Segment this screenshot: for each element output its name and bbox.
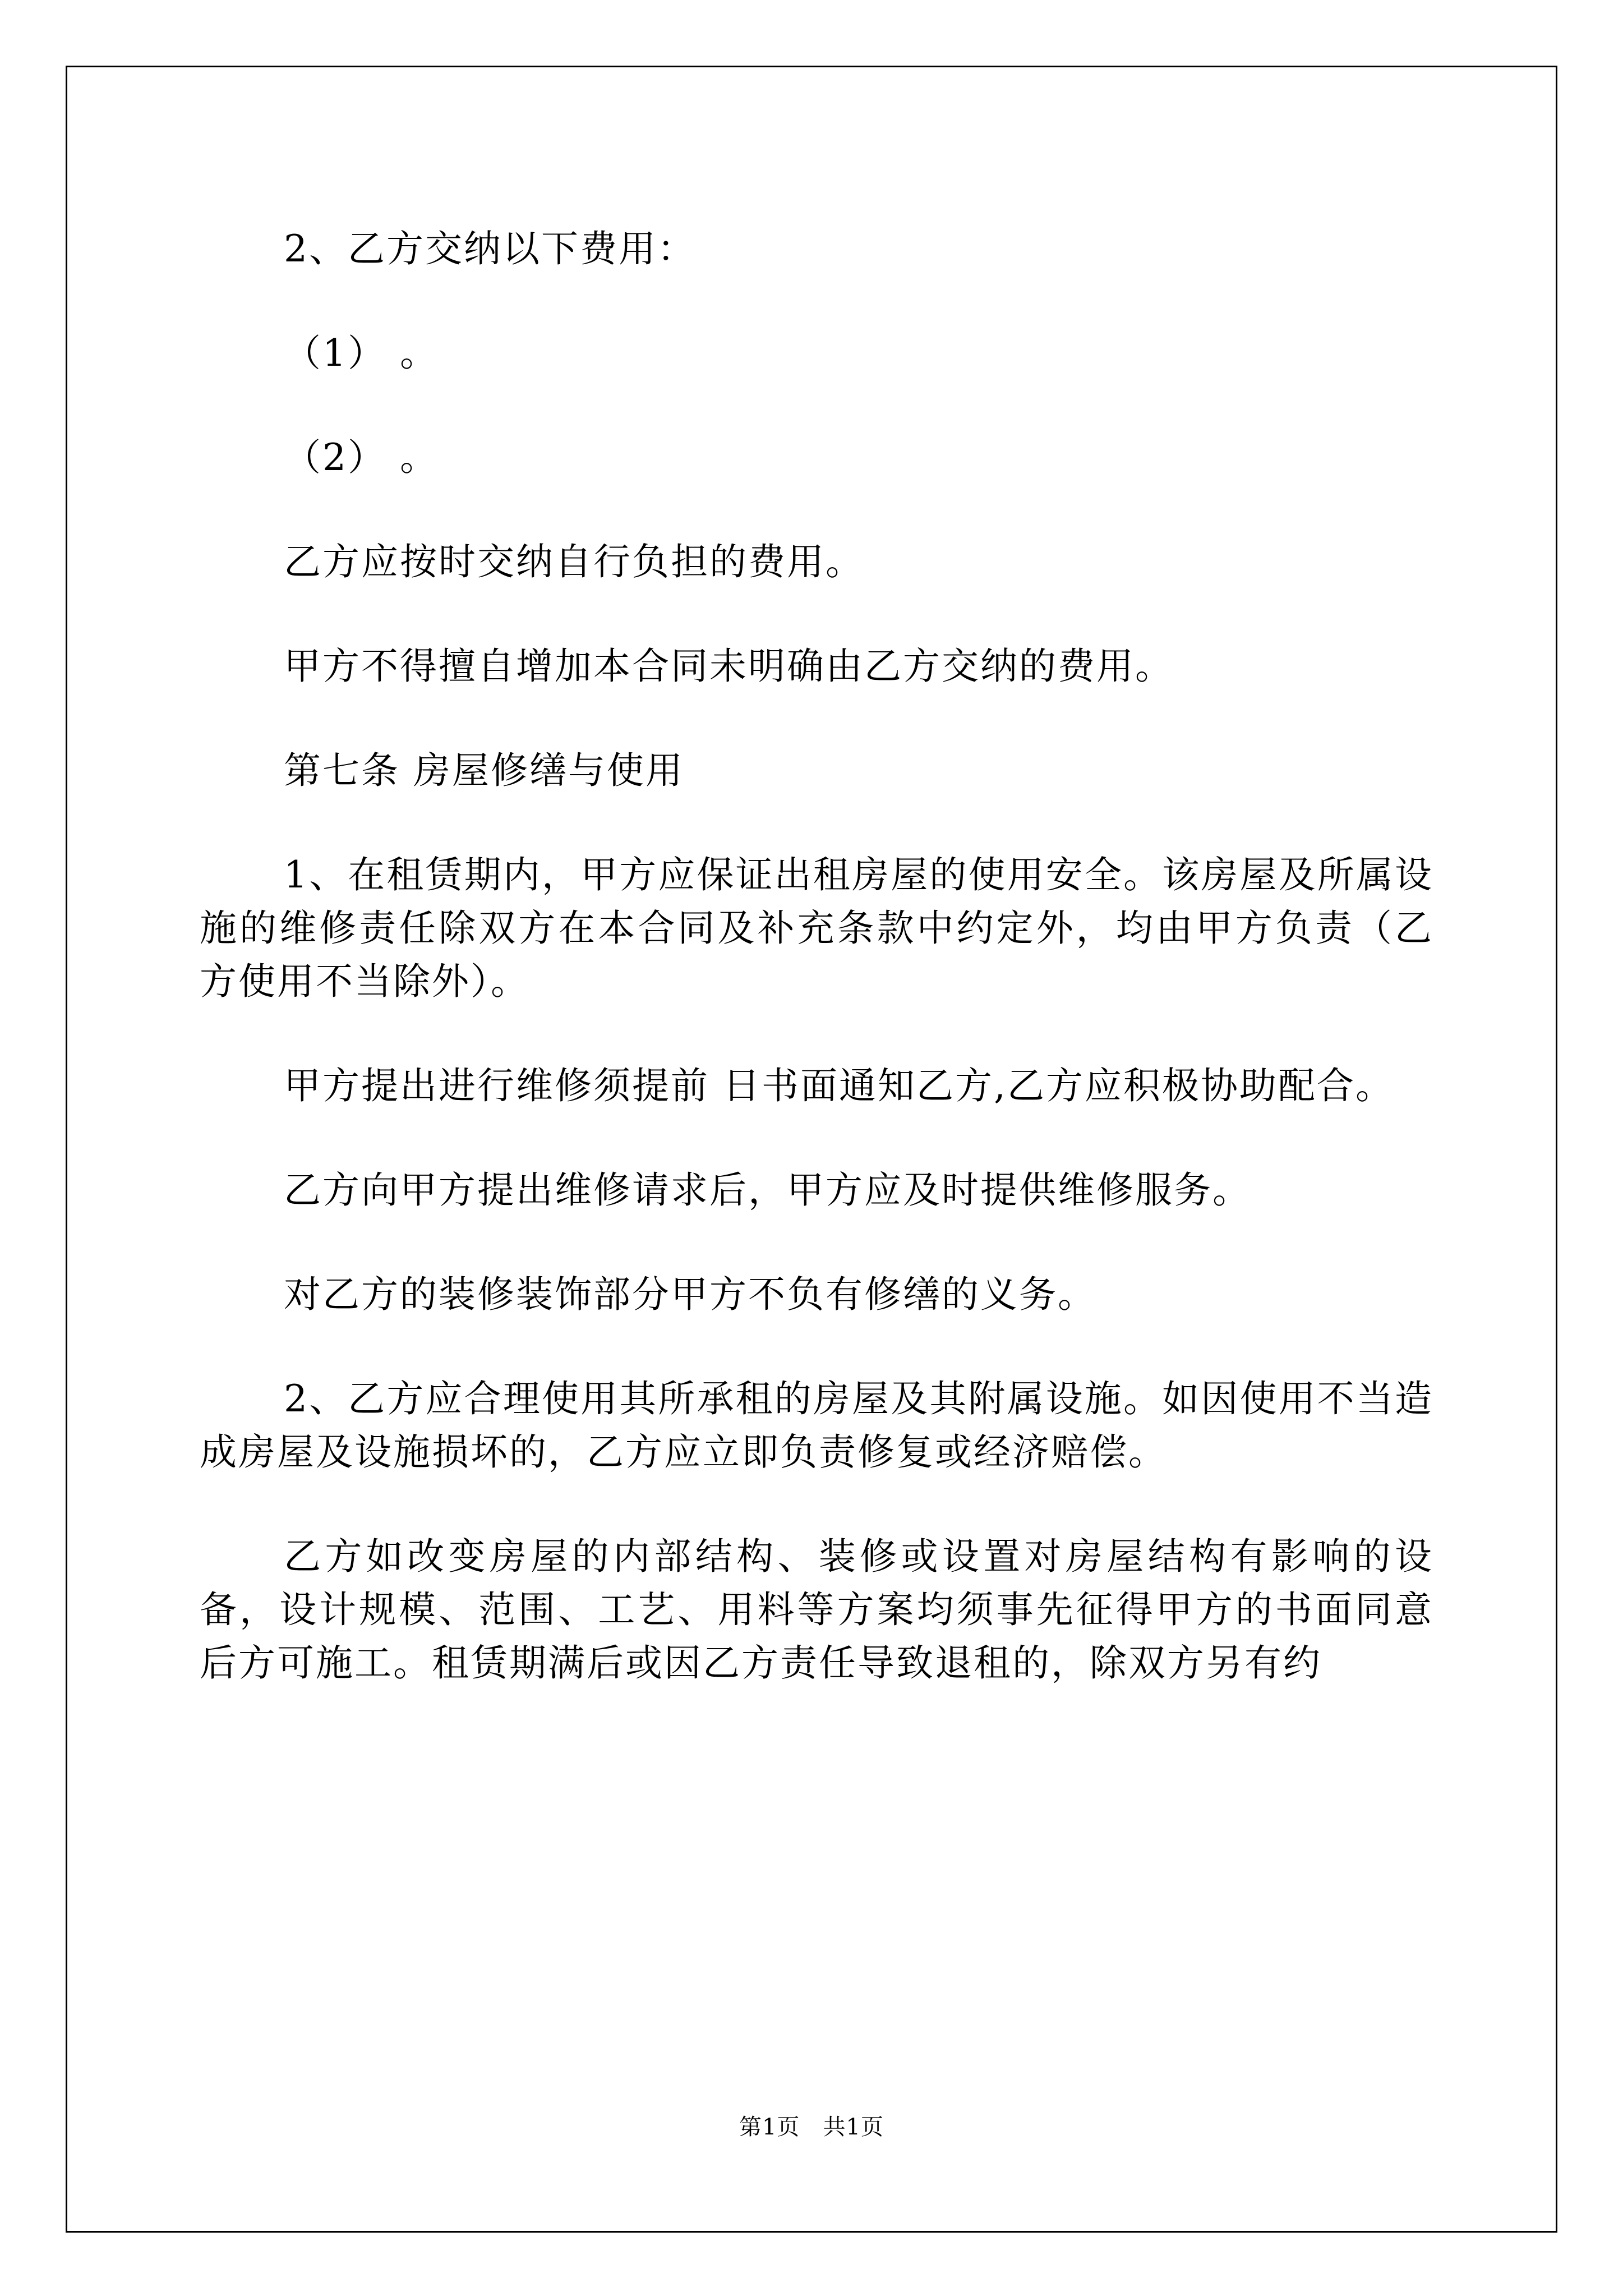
paragraph-fee-item-2: （2） 。: [284, 436, 439, 479]
paragraph-pay-on-time: 乙方应按时交纳自行负担的费用。: [284, 540, 864, 583]
paragraph-proper-use: 2、乙方应合理使用其所承租的房屋及其附属设施。如因使用不当造成房屋及设施损坏的，乙方应立即负责修复或经济赔偿。: [200, 1377, 1433, 1474]
article-seven-heading: 第七条 房屋修缮与使用: [284, 749, 684, 792]
paragraph-repair-responsibility: 1、在租赁期内，甲方应保证出租房屋的使用安全。该房屋及所属设施的维修责任除双方在本合同及补充条款中约定外，均由甲方负责（乙方使用不当除外）。: [200, 853, 1433, 1003]
page-number-footer: 第1页 共1页: [739, 2114, 884, 2140]
paragraph-repair-notice: 甲方提出进行维修须提前 日书面通知乙方,乙方应积极协助配合。: [284, 1064, 1394, 1107]
paragraph-fee-item-1: （1） 。: [284, 332, 439, 375]
paragraph-fees-heading: 2、乙方交纳以下费用：: [284, 227, 696, 270]
paragraph-decoration: 对乙方的装修装饰部分甲方不负有修缮的义务。: [284, 1273, 1096, 1316]
paragraph-repair-request: 乙方向甲方提出维修请求后，甲方应及时提供维修服务。: [284, 1168, 1251, 1212]
document-body: [200, 222, 1433, 1690]
paragraph-structure-change: 乙方如改变房屋的内部结构、装修或设置对房屋结构有影响的设备，设计规模、范围、工艺、用料等方案均须事先征得甲方的书面同意后方可施工。租赁期满后或因乙方责任导致退租的，除双方另有约: [200, 1535, 1433, 1685]
paragraph-no-extra-fees: 甲方不得擅自增加本合同未明确由乙方交纳的费用。: [284, 645, 1174, 688]
